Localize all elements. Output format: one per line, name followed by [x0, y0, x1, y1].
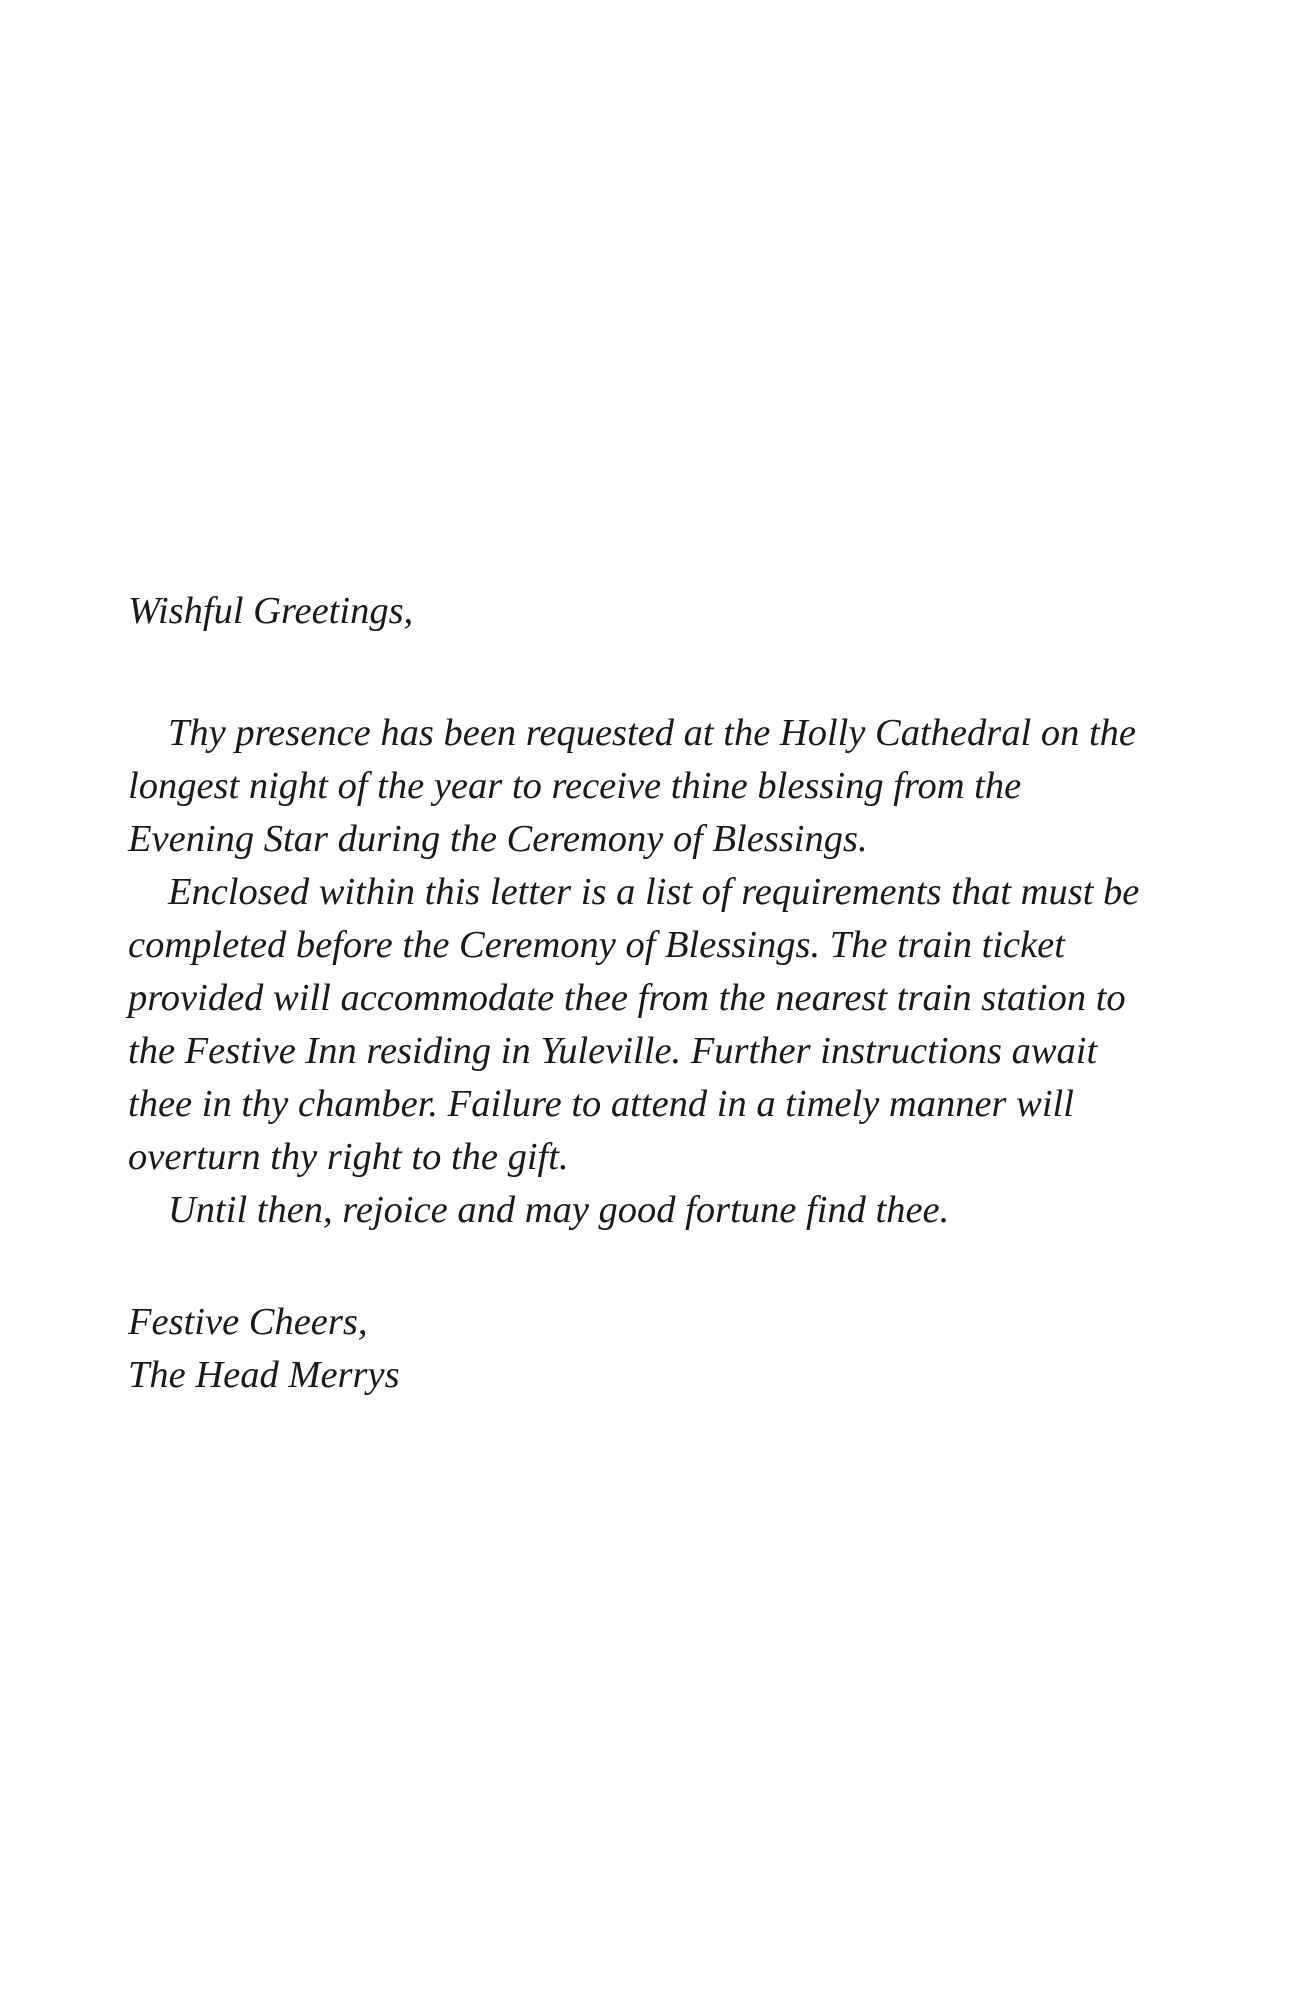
paragraph-line: Evening Star during the Ceremony of Blessings. — [128, 818, 868, 860]
closing: Festive Cheers, — [128, 1301, 368, 1343]
paragraph-invitation — [128, 707, 1188, 866]
spacer — [128, 638, 1188, 707]
paragraph-line: provided will accommodate thee from the nearest train station to — [128, 977, 1126, 1019]
paragraph-farewell — [128, 1184, 1188, 1237]
paragraph-line: Thy presence has been requested at the Holly Cathedral on the — [168, 712, 1136, 754]
paragraph-line: the Festive Inn residing in Yuleville. Further instructions await — [128, 1030, 1098, 1072]
paragraph-line: longest night of the year to receive thine blessing from the — [128, 765, 1022, 807]
paragraph-line: overturn thy right to the gift. — [128, 1136, 569, 1178]
paragraph-line: completed before the Ceremony of Blessings. The train ticket — [128, 924, 1065, 966]
paragraph-line: thee in thy chamber. Failure to attend in a timely manner will — [128, 1083, 1074, 1125]
paragraph-line: Enclosed within this letter is a list of requirements that must be — [168, 871, 1140, 913]
paragraph-requirements — [128, 866, 1188, 1184]
spacer — [128, 1237, 1188, 1296]
letter-body — [128, 585, 1188, 1402]
paragraph-line: Until then, rejoice and may good fortune find thee. — [168, 1189, 950, 1231]
signature: The Head Merrys — [128, 1354, 400, 1396]
salutation: Wishful Greetings, — [128, 590, 414, 632]
